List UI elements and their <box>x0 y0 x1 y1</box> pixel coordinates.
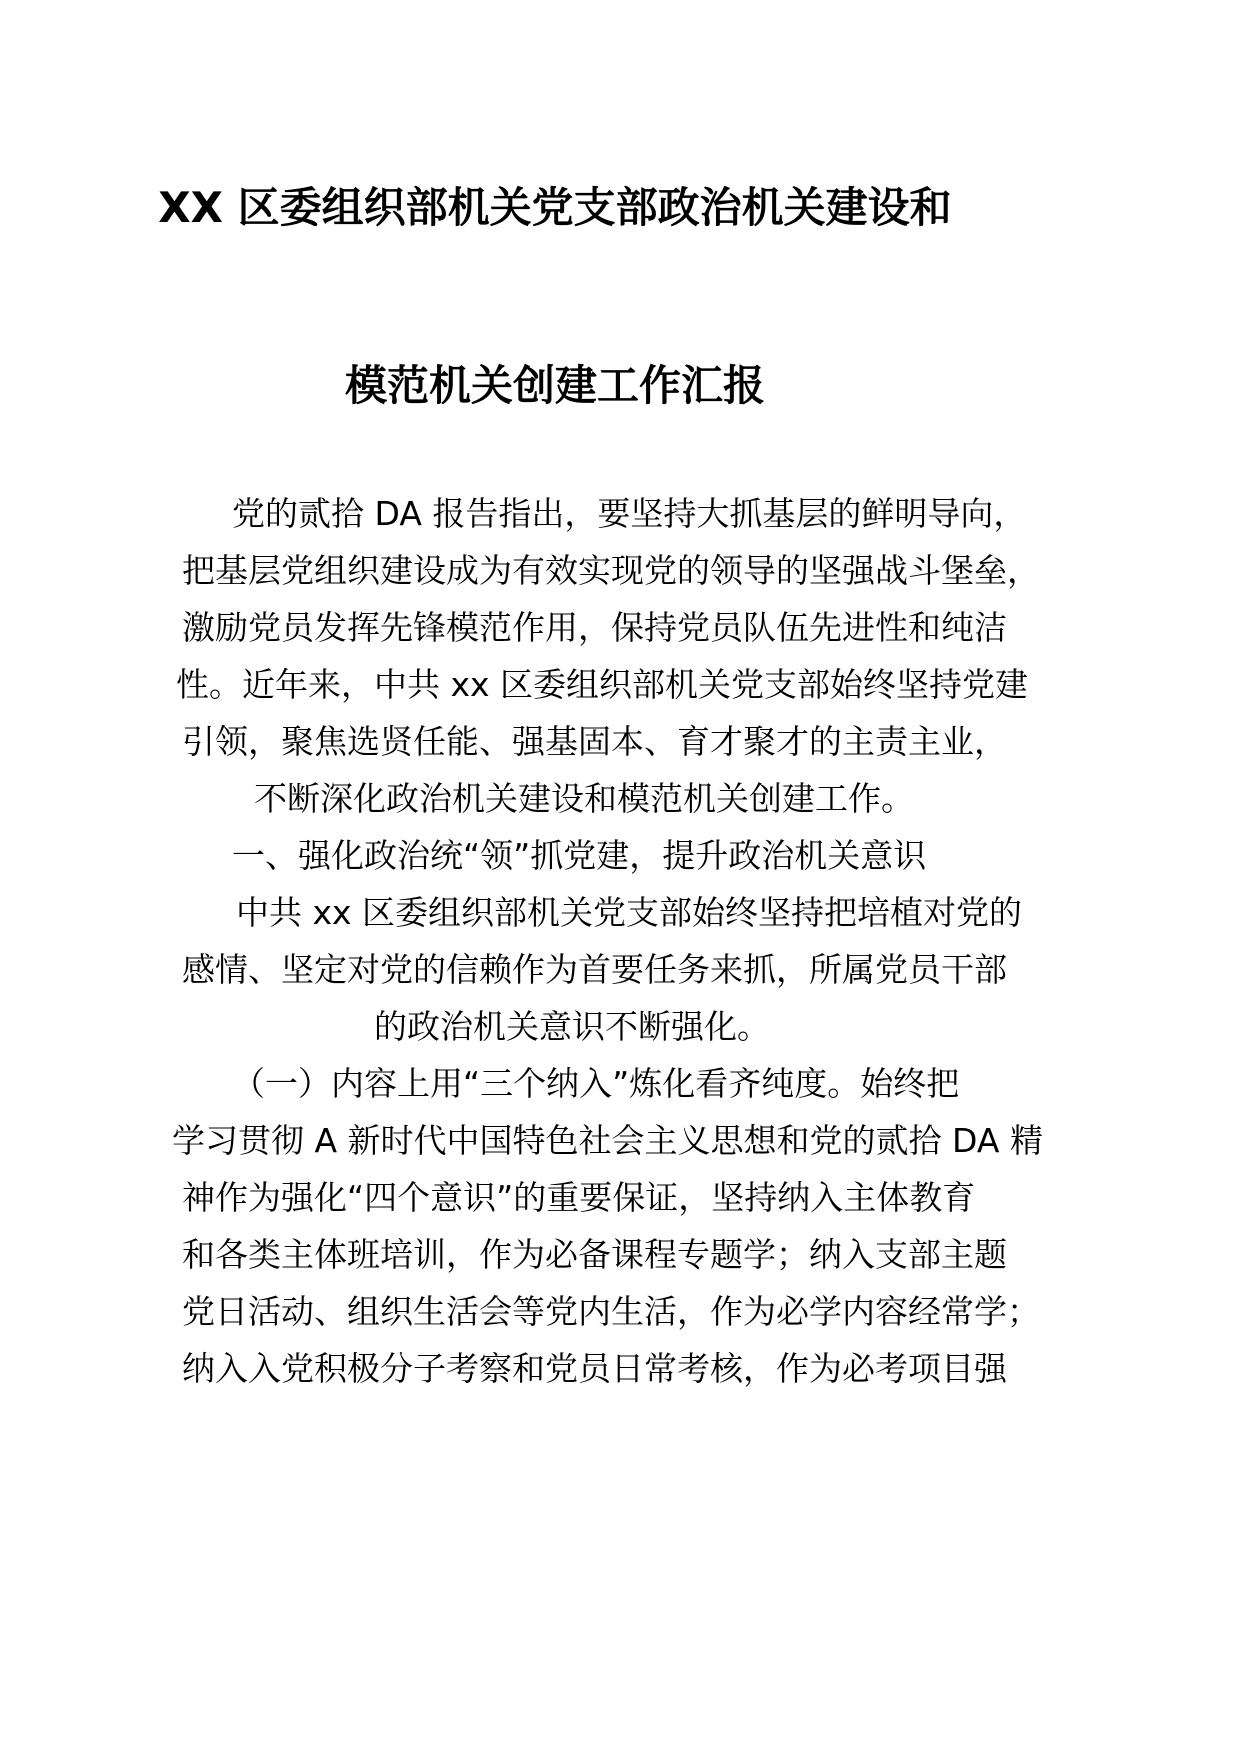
document-title-line-1: XX 区委组织部机关党支部政治机关建设和 <box>158 183 952 232</box>
body-line: 把基层党组织建设成为有效实现党的领导的坚强战斗堡垒， <box>182 551 1040 590</box>
body-line: 学习贯彻 A 新时代中国特色社会主义思想和党的贰拾 DA 精 <box>172 1121 1043 1160</box>
body-line: 纳入入党积极分子考察和党员日常考核，作为必考项目强 <box>182 1349 1007 1388</box>
body-line: 党日活动、组织生活会等党内生活，作为必学内容经常学； <box>182 1292 1040 1331</box>
body-line: 性。近年来，中共 xx 区委组织部机关党支部始终坚持党建 <box>176 665 1029 704</box>
section-heading: 一、强化政治统“领”抓党建，提升政治机关意识 <box>232 836 927 875</box>
body-line: 不断深化政治机关建设和模范机关创建工作。 <box>254 779 914 818</box>
body-line: 激励党员发挥先锋模范作用，保持党员队伍先进性和纯洁 <box>182 608 1007 647</box>
body-line: 的政治机关意识不断强化。 <box>374 1007 770 1046</box>
body-line: 感情、坚定对党的信赖作为首要任务来抓，所属党员干部 <box>182 950 1007 989</box>
body-line: 和各类主体班培训，作为必备课程专题学；纳入支部主题 <box>182 1235 1007 1274</box>
subsection-heading: （一）内容上用“三个纳入”炼化看齐纯度。始终把 <box>232 1064 960 1103</box>
body-line: 引领，聚焦选贤任能、强基固本、育才聚才的主责主业， <box>182 722 1007 761</box>
body-line: 中共 xx 区委组织部机关党支部始终坚持把培植对党的 <box>236 893 1023 932</box>
body-line: 神作为强化“四个意识”的重要保证，坚持纳入主体教育 <box>182 1178 976 1217</box>
body-line: 党的贰拾 DA 报告指出，要坚持大抓基层的鲜明导向， <box>232 494 1027 533</box>
document-title-line-2: 模范机关创建工作汇报 <box>344 361 765 410</box>
